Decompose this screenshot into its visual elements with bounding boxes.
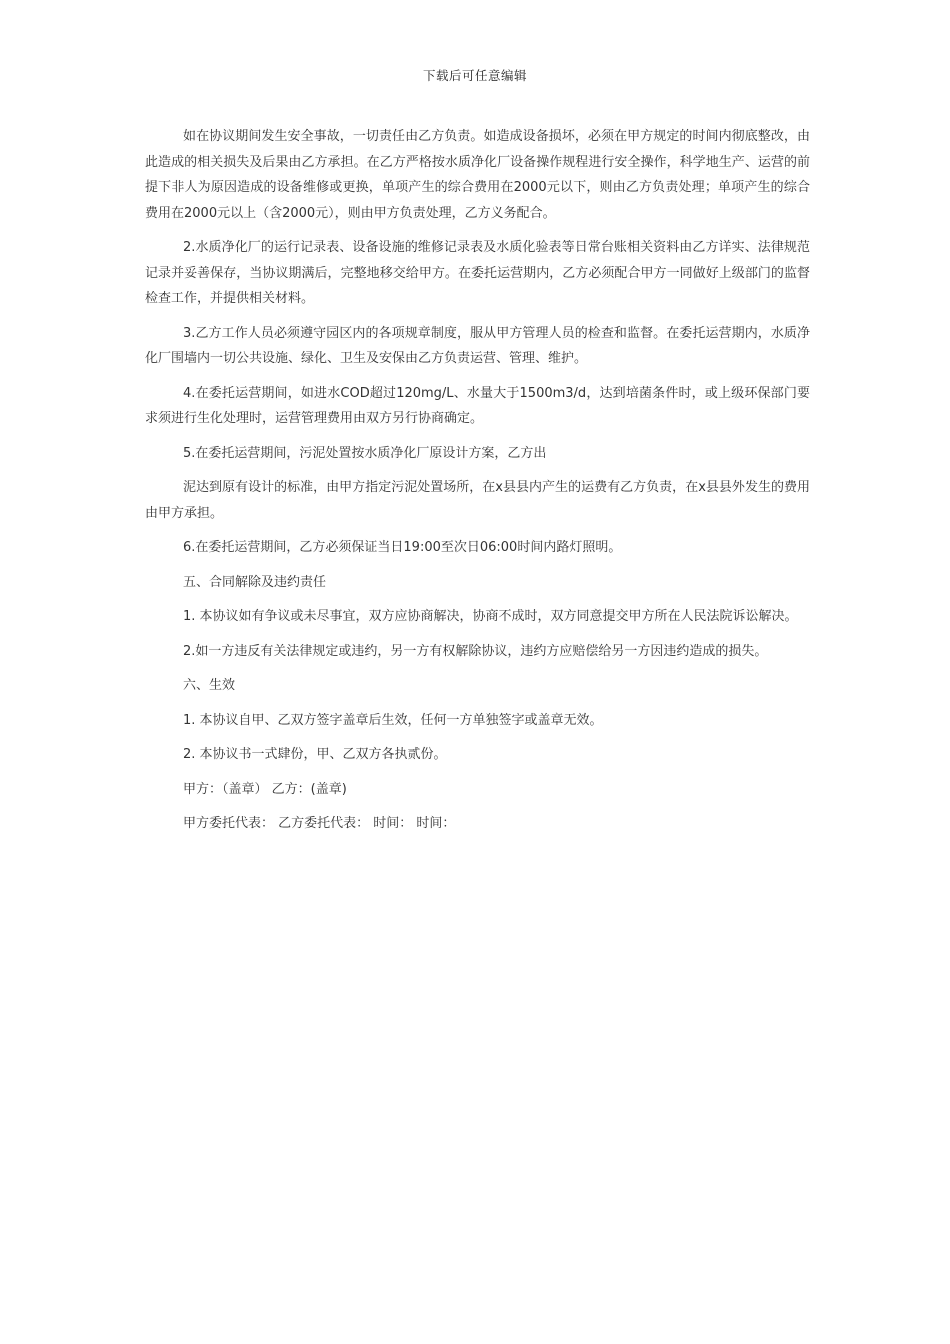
paragraph-copies: 2. 本协议书一式肆份，甲、乙双方各执贰份。 bbox=[183, 747, 447, 762]
section-heading-effect: 六、生效 bbox=[183, 678, 236, 693]
paragraph-breach: 2.如一方违反有关法律规定或违约，另一方有权解除协议，违约方应赔偿给另一方因违约造成的损失。 bbox=[183, 643, 768, 659]
paragraph-staff-rules: 3.乙方工作人员必须遵守园区内的各项规章制度，服从甲方管理人员的检查和监督。在委托运营期内，水质净化厂围墙内一切公共设施、绿化、卫生及安保由乙方负责运营、管理、维护。 bbox=[145, 325, 810, 366]
signature-seal-line: 甲方：（盖章） 乙方：(盖章) bbox=[183, 781, 347, 797]
paragraph-sludge-disposal: 5.在委托运营期间，污泥处置按水质净化厂原设计方案，乙方出 bbox=[183, 445, 547, 461]
paragraph-street-lighting: 6.在委托运营期间，乙方必须保证当日19:00至次日06:00时间内路灯照明。 bbox=[183, 540, 622, 555]
paragraph-records: 2.水质净化厂的运行记录表、设备设施的维修记录表及水质化验表等日常台账相关资料由乙方详实、法律规范记录并妥善保存，当协议期满后，完整地移交给甲方。在委托运营期内，乙方必须配合甲方一同做好上级部门的监督检查工作，并提供相关材料。 bbox=[145, 240, 810, 306]
document-body bbox=[145, 124, 810, 846]
section-heading-termination: 五、合同解除及违约责任 bbox=[183, 574, 327, 590]
signature-representative-line: 甲方委托代表： 乙方委托代表： 时间： 时间： bbox=[183, 816, 456, 831]
paragraph-sludge-transport: 泥达到原有设计的标准，由甲方指定污泥处置场所，在x县县内产生的运费有乙方负责，在x县县外发生的费用由甲方承担。 bbox=[145, 480, 810, 521]
paragraph-safety-liability: 如在协议期间发生安全事故，一切责任由乙方负责。如造成设备损坏，必须在甲方规定的时间内彻底整改，由此造成的相关损失及后果由乙方承担。在乙方严格按水质净化厂设备操作规程进行安全操作，科学地生产、运营的前提下非人为原因造成的设备维修或更换，单项产生的综合费用在2000元以下，则由乙方负责处理；单项产生的综合费用在2000元以上（含2000元），则由甲方负责处理，乙方义务配合。 bbox=[145, 129, 810, 221]
page-header: 下载后可任意编辑 bbox=[422, 68, 527, 83]
paragraph-effective-signing: 1. 本协议自甲、乙双方签字盖章后生效，任何一方单独签字或盖章无效。 bbox=[183, 712, 603, 728]
paragraph-dispute-resolution: 1. 本协议如有争议或未尽事宜，双方应协商解决，协商不成时，双方同意提交甲方所在人民法院诉讼解决。 bbox=[183, 609, 798, 624]
paragraph-cod-conditions: 4.在委托运营期间，如进水COD超过120mg/L、水量大于1500m3/d，达到培菌条件时，或上级环保部门要求须进行生化处理时，运营管理费用由双方另行协商确定。 bbox=[145, 385, 810, 426]
